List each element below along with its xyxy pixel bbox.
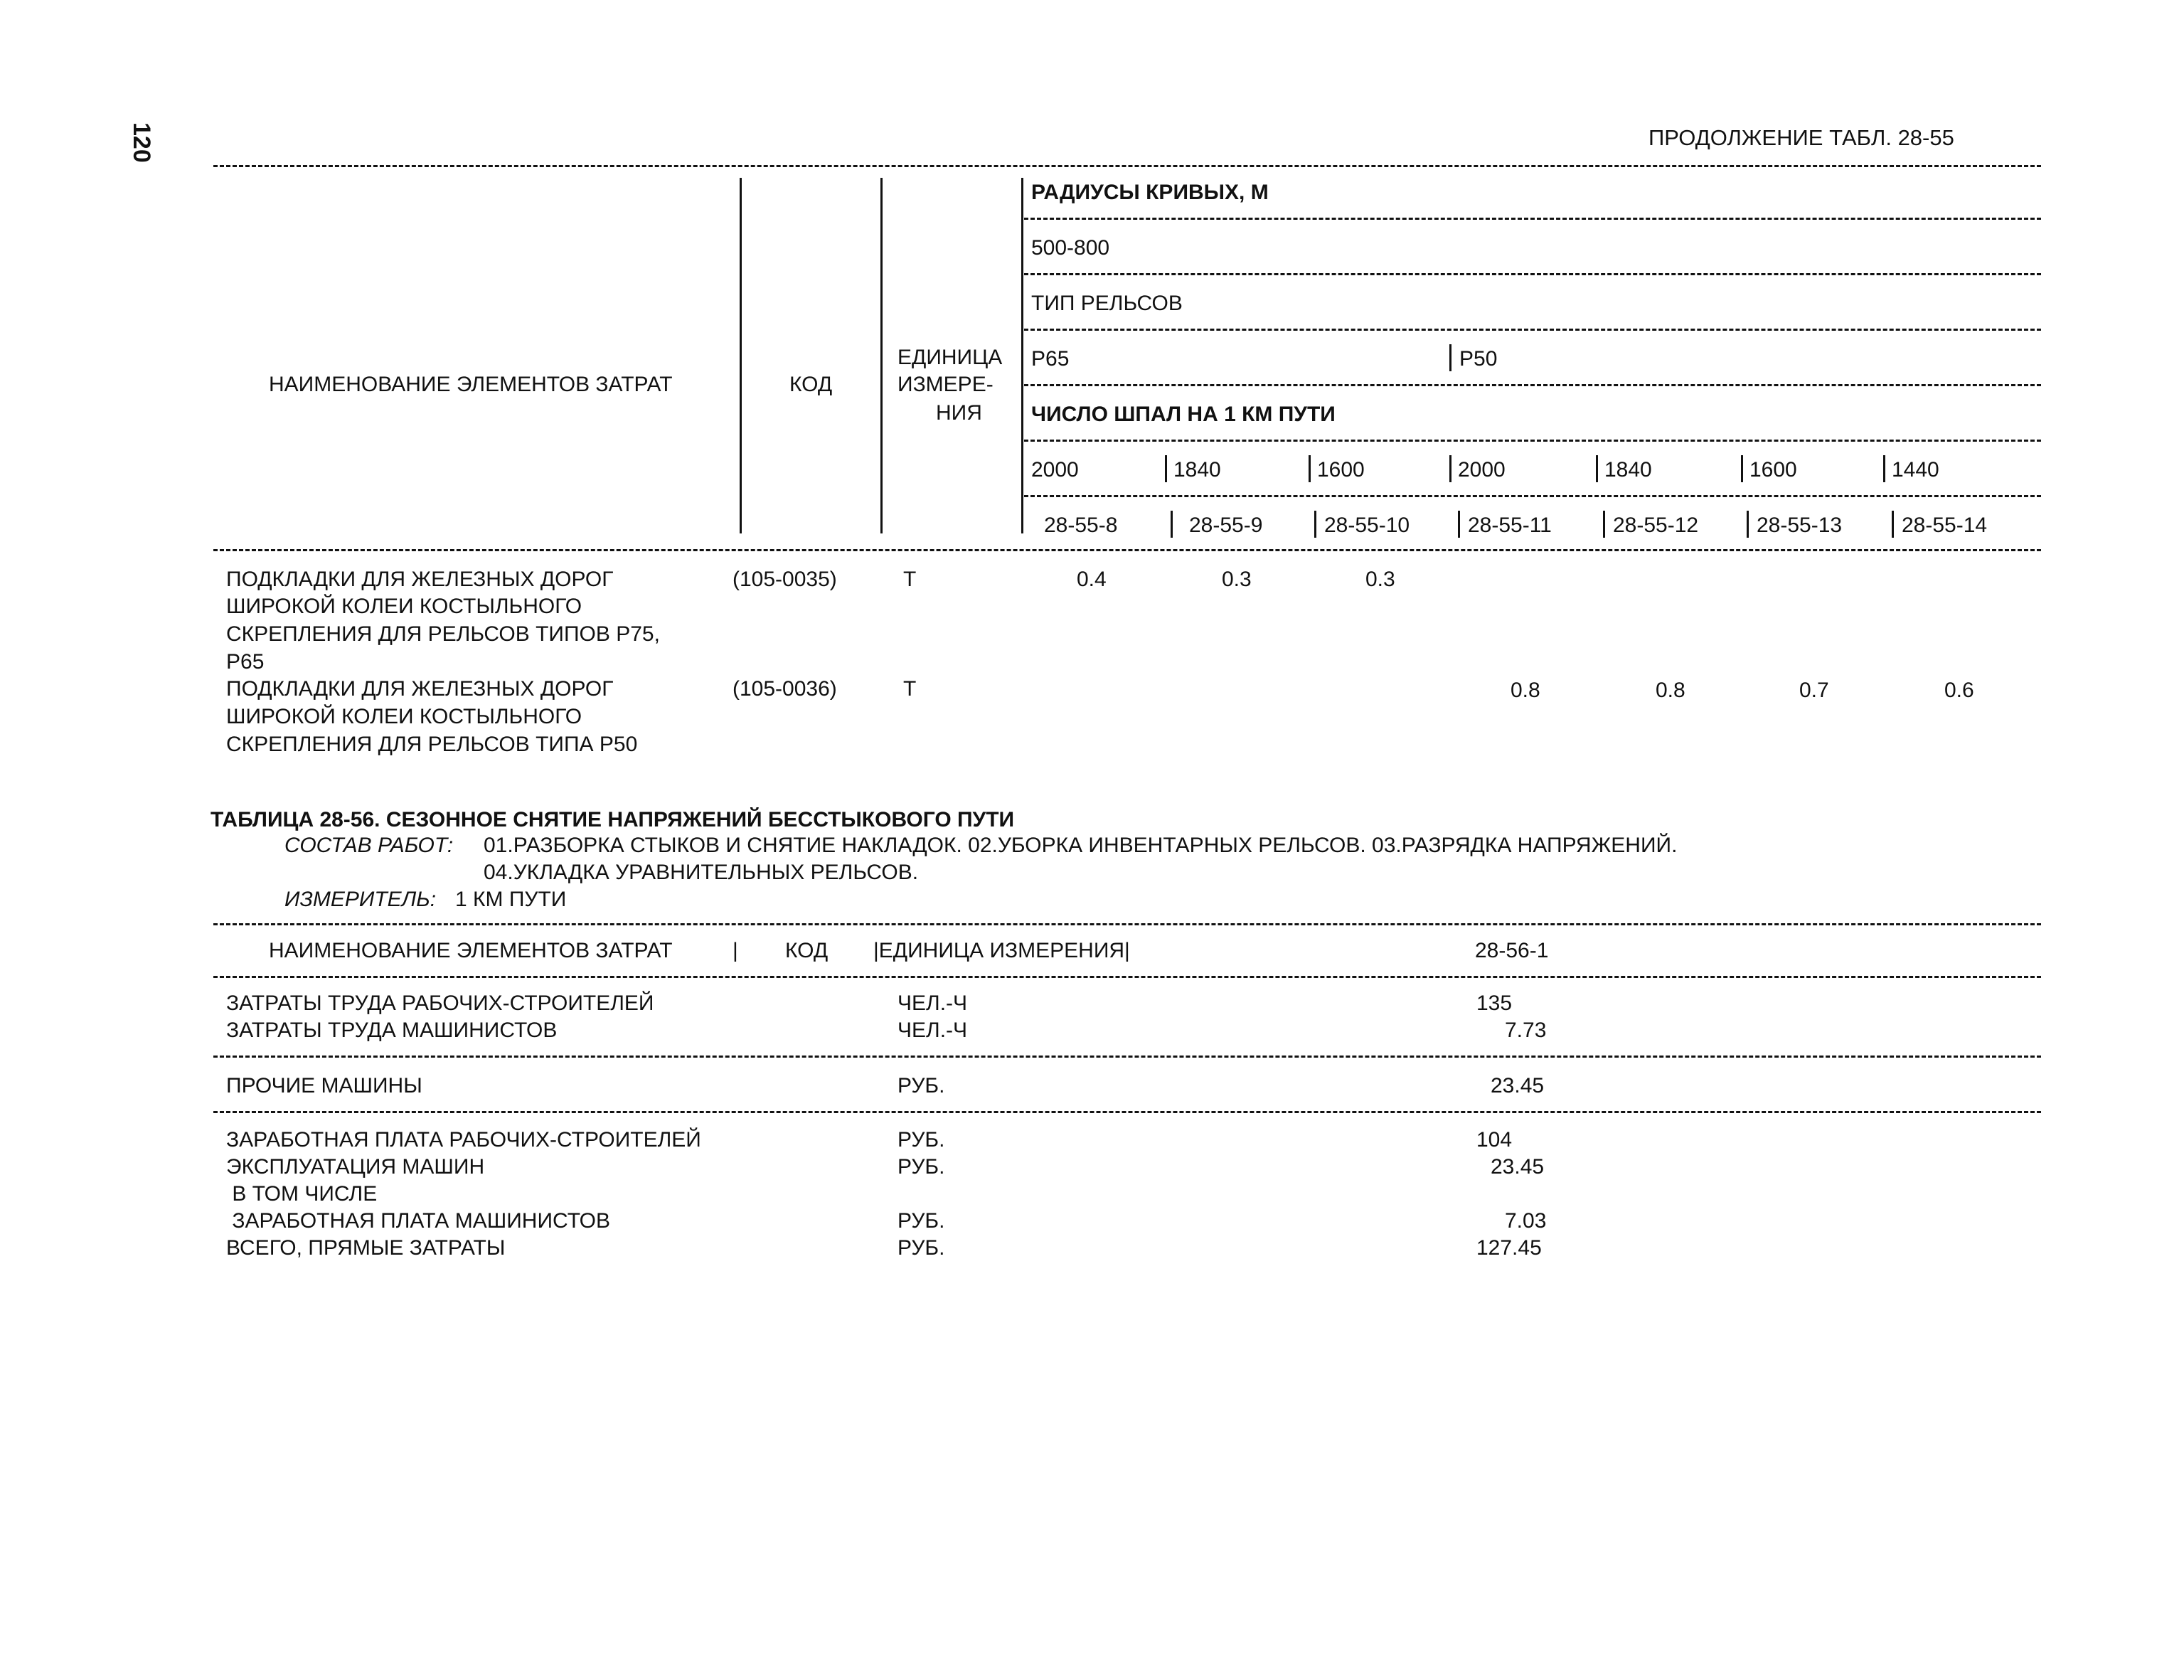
composition-line1: 01.РАЗБОРКА СТЫКОВ И СНЯТИЕ НАКЛАДОК. 02.УБОРКА ИНВЕНТАРНЫХ РЕЛЬСОВ. 03.РАЗРЯДКА НАПРЯЖЕНИЙ. (484, 834, 1678, 857)
row-name: ЗАРАБОТНАЯ ПЛАТА РАБОЧИХ-СТРОИТЕЛЕЙ (226, 1128, 701, 1152)
cell-divider (1603, 511, 1605, 538)
header-rail-p50: Р50 (1459, 347, 1498, 371)
sleeper-count: 2000 (1458, 458, 1506, 482)
header-separator: | (733, 939, 738, 962)
row-unit: ЧЕЛ.-Ч (897, 991, 968, 1015)
header-rail-p65: Р65 (1031, 347, 1070, 371)
row-value: 135 (1476, 991, 1513, 1015)
header-name-column: НАИМЕНОВАНИЕ ЭЛЕМЕНТОВ ЗАТРАТ (269, 939, 673, 962)
cell-divider (1165, 455, 1167, 482)
table-title: ТАБЛИЦА 28-56. СЕЗОННОЕ СНЯТИЕ НАПРЯЖЕНИЙ БЕССТЫКОВОГО ПУТИ (211, 808, 1015, 831)
header-unit-column-line3: НИЯ (936, 401, 982, 425)
row-value: 23.45 (1491, 1074, 1545, 1097)
cell-divider (1883, 455, 1885, 482)
row-unit: Т (903, 568, 917, 591)
norm-code: 28-55-11 (1468, 514, 1552, 537)
row-unit: РУБ. (897, 1155, 945, 1179)
row-name-line: Р65 (226, 650, 265, 674)
row-name-line: ШИРОКОЙ КОЛЕИ КОСТЫЛЬНОГО (226, 705, 582, 728)
meter-value: 1 КМ ПУТИ (455, 888, 567, 911)
row-unit: Т (903, 677, 917, 701)
row-unit: ЧЕЛ.-Ч (897, 1019, 968, 1042)
header-unit-column-line2: ИЗМЕРЕ- (897, 373, 994, 396)
row-value: 104 (1476, 1128, 1513, 1152)
norm-code: 28-55-14 (1902, 514, 1988, 537)
cell-divider (1458, 511, 1460, 538)
row-name-line: СКРЕПЛЕНИЯ ДЛЯ РЕЛЬСОВ ТИПОВ Р75, (226, 622, 660, 646)
header-unit-column: |ЕДИНИЦА ИЗМЕРЕНИЯ| (873, 939, 1130, 962)
row-value: 0.8 (1656, 679, 1685, 702)
cell-divider (1314, 511, 1316, 538)
composition-label: СОСТАВ РАБОТ: (284, 834, 454, 857)
cell-divider (1596, 455, 1598, 482)
cell-divider (1741, 455, 1743, 482)
row-unit: РУБ. (897, 1074, 945, 1097)
row-name-line: ПОДКЛАДКИ ДЛЯ ЖЕЛЕЗНЫХ ДОРОГ (226, 677, 614, 701)
sleeper-count: 1840 (1604, 458, 1652, 482)
row-value: 7.73 (1505, 1019, 1547, 1042)
header-divider (1024, 495, 2041, 497)
norm-code: 28-55-13 (1757, 514, 1843, 537)
column-divider-name-code (740, 178, 742, 533)
row-code: (105-0035) (733, 568, 837, 591)
composition-line2: 04.УКЛАДКА УРАВНИТЕЛЬНЫХ РЕЛЬСОВ. (484, 861, 919, 884)
header-divider (1024, 273, 2041, 275)
sleeper-count: 1600 (1317, 458, 1365, 482)
header-code-column: КОД (789, 373, 833, 396)
row-name-line: СКРЕПЛЕНИЯ ДЛЯ РЕЛЬСОВ ТИПА Р50 (226, 733, 638, 756)
header-divider (1024, 384, 2041, 386)
row-unit: РУБ. (897, 1236, 945, 1260)
continuation-title: ПРОДОЛЖЕНИЕ ТАБЛ. 28-55 (1648, 125, 1954, 150)
column-divider-code-unit (880, 178, 883, 533)
row-value: 0.4 (1077, 568, 1107, 591)
row-unit: РУБ. (897, 1209, 945, 1233)
header-divider (1024, 329, 2041, 331)
row-name: ЗАТРАТЫ ТРУДА РАБОЧИХ-СТРОИТЕЛЕЙ (226, 991, 654, 1015)
header-unit-column-line1: ЕДИНИЦА (897, 346, 1003, 369)
row-value: 23.45 (1491, 1155, 1545, 1179)
table-top-border (213, 165, 2041, 167)
header-radii-label: РАДИУСЫ КРИВЫХ, М (1031, 181, 1269, 204)
row-value: 7.03 (1505, 1209, 1547, 1233)
row-name: ЭКСПЛУАТАЦИЯ МАШИН (226, 1155, 485, 1179)
row-value: 0.3 (1222, 568, 1252, 591)
norm-code: 28-55-9 (1189, 514, 1263, 537)
sleeper-count: 1440 (1892, 458, 1939, 482)
group-divider (213, 1056, 2041, 1058)
row-value: 127.45 (1476, 1236, 1542, 1260)
sleeper-count: 2000 (1031, 458, 1079, 482)
column-divider-unit-values (1021, 178, 1023, 533)
sleeper-count: 1840 (1173, 458, 1221, 482)
row-name: ЗАРАБОТНАЯ ПЛАТА МАШИНИСТОВ (226, 1209, 611, 1233)
sleeper-count: 1600 (1749, 458, 1797, 482)
row-value: 0.7 (1799, 679, 1829, 702)
row-name: ЗАТРАТЫ ТРУДА МАШИНИСТОВ (226, 1019, 558, 1042)
page-number: 120 (128, 122, 155, 163)
cell-divider (1171, 511, 1173, 538)
header-bottom-border (213, 976, 2041, 978)
header-bottom-border (213, 549, 2041, 551)
row-name: ПРОЧИЕ МАШИНЫ (226, 1074, 422, 1097)
row-name-line: ШИРОКОЙ КОЛЕИ КОСТЫЛЬНОГО (226, 595, 582, 618)
norm-code: 28-55-12 (1613, 514, 1699, 537)
cell-divider (1449, 455, 1451, 482)
cell-divider (1309, 455, 1311, 482)
row-unit: РУБ. (897, 1128, 945, 1152)
row-name: ВСЕГО, ПРЯМЫЕ ЗАТРАТЫ (226, 1236, 506, 1260)
rail-type-divider (1449, 344, 1451, 371)
row-name-line: ПОДКЛАДКИ ДЛЯ ЖЕЛЕЗНЫХ ДОРОГ (226, 568, 614, 591)
header-code-column: КОД (785, 939, 829, 962)
header-divider (1024, 440, 2041, 442)
table-top-border (213, 923, 2041, 925)
header-name-column: НАИМЕНОВАНИЕ ЭЛЕМЕНТОВ ЗАТРАТ (269, 373, 673, 396)
cell-divider (1747, 511, 1749, 538)
header-radii-value: 500-800 (1031, 236, 1110, 260)
norm-code: 28-55-8 (1044, 514, 1118, 537)
row-value: 0.3 (1365, 568, 1395, 591)
cell-divider (1892, 511, 1894, 538)
header-norm-code: 28-56-1 (1475, 939, 1549, 962)
header-sleepers-label: ЧИСЛО ШПАЛ НА 1 КМ ПУТИ (1031, 403, 1336, 426)
row-code: (105-0036) (733, 677, 837, 701)
meter-label: ИЗМЕРИТЕЛЬ: (284, 888, 437, 911)
norm-code: 28-55-10 (1324, 514, 1410, 537)
group-divider (213, 1111, 2041, 1113)
row-value: 0.6 (1944, 679, 1974, 702)
row-value: 0.8 (1511, 679, 1540, 702)
header-divider (1024, 218, 2041, 220)
row-name: В ТОМ ЧИСЛЕ (226, 1182, 378, 1206)
header-rail-type-label: ТИП РЕЛЬСОВ (1031, 292, 1183, 315)
